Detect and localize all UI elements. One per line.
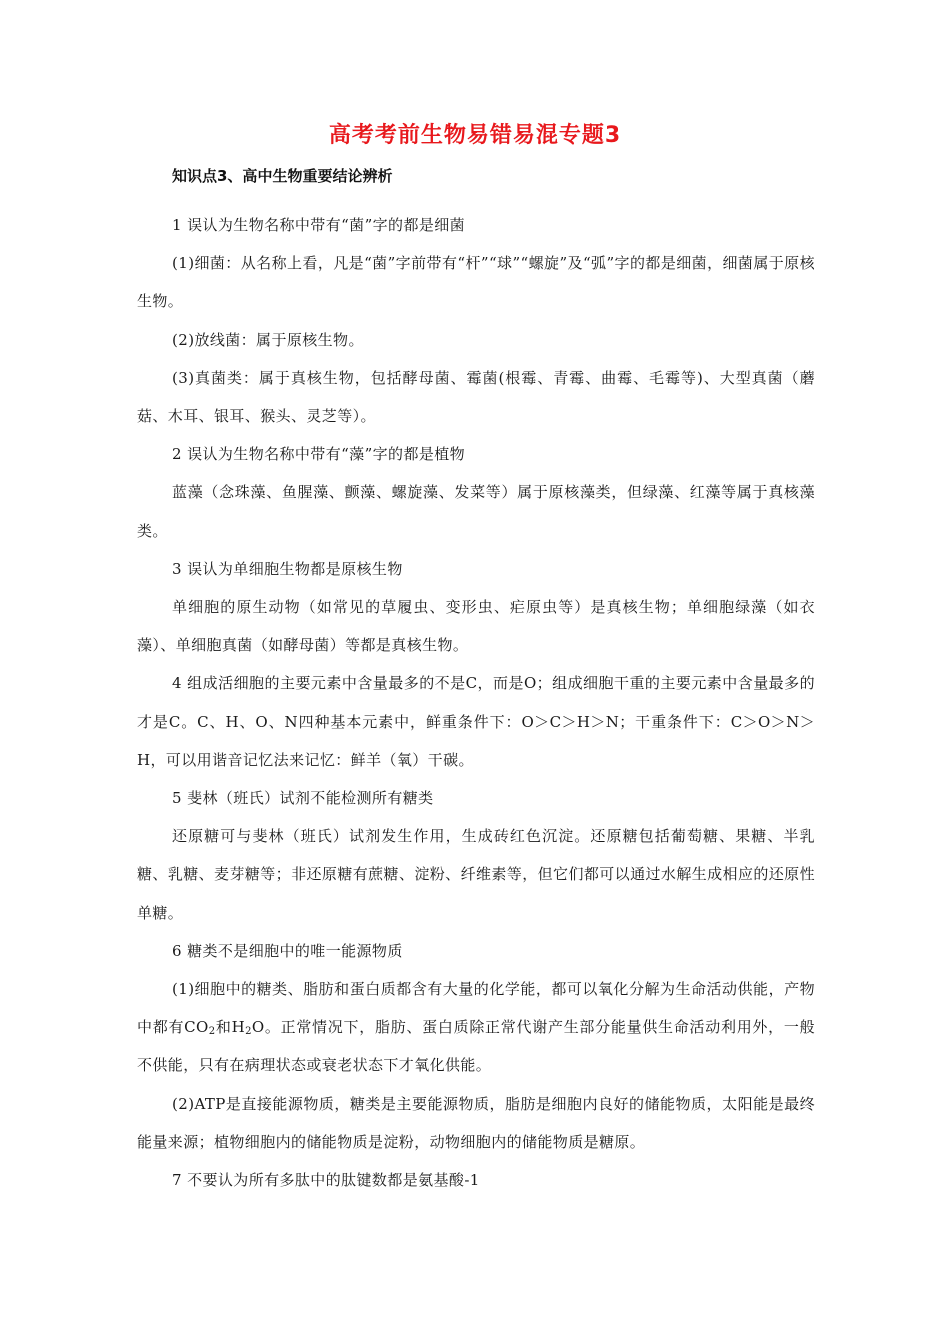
document-body [137,206,815,1199]
point-4-body: 4 组成活细胞的主要元素中含量最多的不是C，而是O；组成细胞干重的主要元素中含量最多的才是C。C、H、O、N四种基本元素中，鲜重条件下：O＞C＞H＞N；干重条件下：C＞O＞N＞H，可以用谐音记忆法来记忆：鲜羊（氧）干碳。 [137,674,815,769]
point-2-heading: 2 误认为生物名称中带有“藻”字的都是植物 [172,445,466,464]
point-1-bacteria: (1)细菌：从名称上看，凡是“菌”字前带有“杆”“球”“螺旋”及“弧”字的都是细菌，细菌属于原核生物。 [137,254,815,311]
point-3-heading: 3 误认为单细胞生物都是原核生物 [172,559,403,578]
point-5-heading: 5 斐林（班氏）试剂不能检测所有糖类 [172,789,434,808]
point-1-fungi: (3)真菌类：属于真核生物，包括酵母菌、霉菌(根霉、青霉、曲霉、毛霉等)、大型真菌（蘑菇、木耳、银耳、猴头、灵芝等）。 [137,368,815,426]
point-6-energy-sources [137,970,815,1085]
point-1-actinomycetes: (2)放线菌：属于原核生物。 [172,330,364,349]
point-6-atp: (2)ATP是直接能源物质，糖类是主要能源物质，脂肪是细胞内良好的储能物质，太阳能是最终能量来源；植物细胞内的储能物质是淀粉，动物细胞内的储能物质是糖原。 [137,1094,815,1151]
point-6-heading: 6 糖类不是细胞中的唯一能源物质 [172,941,403,960]
point-5-body: 还原糖可与斐林（班氏）试剂发生作用，生成砖红色沉淀。还原糖包括葡萄糖、果糖、半乳糖、乳糖、麦芽糖等；非还原糖有蔗糖、淀粉、纤维素等，但它们都可以通过水解生成相应的还原性单糖。 [137,827,815,922]
point-1-heading: 1 误认为生物名称中带有“菌”字的都是细菌 [172,216,466,234]
point-6-text-c: O。正常情况下，脂肪、蛋白质除正常代谢产生部分能量供生命活动利用外，一般不供能，只有在病理状态或衰老状态下才氧化供能。 [137,1018,816,1075]
co2-subscript: 2 [208,1026,216,1038]
point-2-body: 蓝藻（念珠藻、鱼腥藻、颤藻、螺旋藻、发菜等）属于原核藻类，但绿藻、红藻等属于真核藻类。 [137,483,815,540]
section-heading: 知识点3、高中生物重要结论辨析 [172,167,393,185]
point-7-heading: 7 不要认为所有多肽中的肽键数都是氨基酸-1 [172,1171,480,1190]
point-6-text-a: (1)细胞中的糖类、脂肪和蛋白质都含有大量的化学能，都可以氧化分解为生命活动供能，产物中都有CO [137,980,815,1037]
document-title: 高考考前生物易错易混专题3 [328,123,622,148]
point-3-body: 单细胞的原生动物（如常见的草履虫、变形虫、疟原虫等）是真核生物；单细胞绿藻（如衣藻）、单细胞真菌（如酵母菌）等都是真核生物。 [137,598,815,655]
h2o-subscript: 2 [245,1026,252,1038]
point-6-text-b: 和H [215,1018,246,1037]
